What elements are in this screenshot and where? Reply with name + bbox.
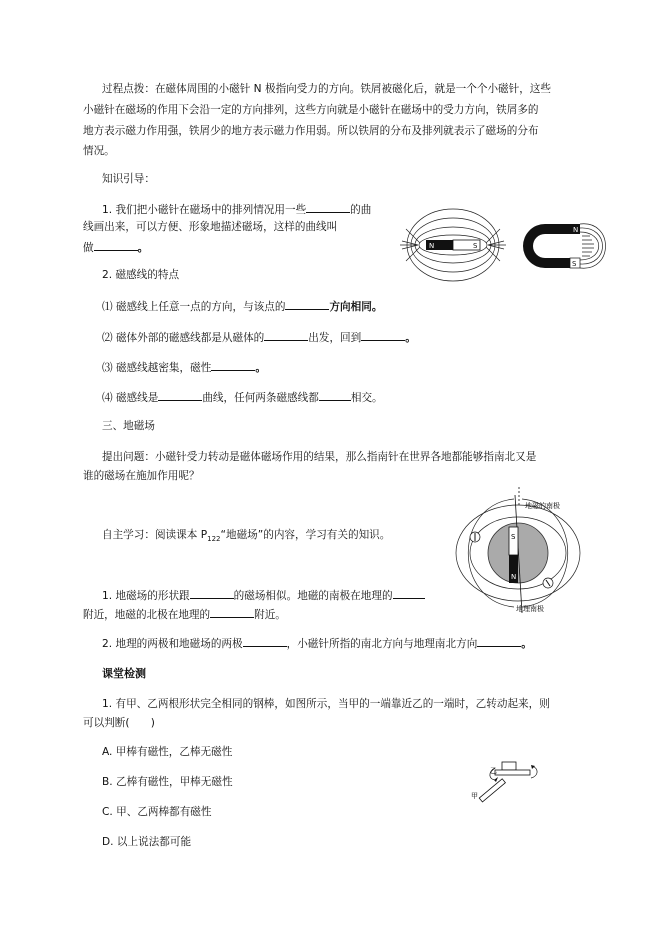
bar-yi (495, 770, 530, 775)
magnet-south-half (509, 527, 518, 555)
text: 附近。 (254, 609, 286, 621)
text: 。 (255, 362, 266, 374)
text: 自主学习：阅读课本 P (102, 529, 208, 541)
text: 出发，回到 (308, 332, 362, 344)
class-test-heading: 课堂检测 (102, 667, 146, 680)
answer-blank[interactable] (306, 201, 350, 213)
horseshoe-n-label: N (573, 226, 579, 234)
question-line-2: 谁的磁场在施加作用呢？ (83, 470, 200, 482)
bar-n-label: N (429, 242, 435, 250)
guide-item2: 2. 磁感线的特点 (102, 269, 180, 281)
text: 曲线，任何两条磁感线都 (202, 392, 319, 404)
self-study (102, 528, 390, 546)
horseshoe-s-label: S (572, 260, 577, 268)
guide-heading: 知识引导： (102, 173, 155, 185)
earth-n-label: N (511, 573, 517, 581)
option-b[interactable]: B. 乙棒有磁性，甲棒无磁性 (102, 776, 233, 788)
intro-line-4: 情况。 (83, 145, 115, 157)
text: 。 (405, 332, 416, 344)
feature-2 (102, 329, 416, 345)
jia-label: 甲 (471, 792, 478, 800)
bar-yi-pivot (502, 762, 516, 770)
guide-item1-line2: 线画出来，可以方便、形象地描述磁场，这样的曲线叫 (83, 221, 338, 233)
answer-blank[interactable] (210, 606, 254, 618)
earth-magnetic-field-diagram (448, 485, 618, 620)
text: 。 (521, 638, 532, 650)
text: 的磁场相似。地磁的南极在地理的 (233, 590, 393, 602)
text: ，小磁针所指的南北方向与地理南北方向 (286, 638, 478, 650)
option-a[interactable]: A. 甲棒有磁性，乙棒无磁性 (102, 746, 233, 758)
horseshoe-magnet-field-diagram (510, 210, 610, 280)
feature-4 (102, 389, 383, 405)
text: ⑴ 磁感线上任意一点的方向，与该点的 (102, 301, 286, 313)
mag-south-pole-label: 地磁的南极 (525, 502, 560, 510)
text: “地磁场”的内容，学习有关的知识。 (220, 529, 391, 541)
geo-item1-line1 (102, 587, 425, 603)
text: 方向相同。 (329, 301, 383, 313)
intro-line-1: 过程点拨：在磁体周围的小磁针 N 极指向受力的方向。铁屑被磁化后，就是一个个小磁针，这些 (102, 83, 551, 95)
earth-s-label: S (511, 533, 516, 541)
answer-blank[interactable] (477, 635, 521, 647)
text: ⑵ 磁体外部的磁感线都是从磁体的 (102, 332, 265, 344)
text: ⑷ 磁感线是 (102, 392, 159, 404)
steel-bars-diagram (465, 752, 555, 812)
text: ⑶ 磁感线越密集，磁性 (102, 362, 212, 374)
bar-jia (479, 779, 505, 802)
intro-line-3: 地方表示磁力作用强，铁屑少的地方表示磁力作用弱。所以铁屑的分布及排列就表示了磁场的分布 (83, 125, 539, 137)
test-q1-line1: 1. 有甲、乙两根形状完全相同的钢棒，如图所示，当甲的一端靠近乙的一端时，乙转动起来，则 (102, 698, 550, 710)
test-q1-line2: 可以判断( ) (83, 717, 155, 729)
answer-blank[interactable] (211, 359, 255, 371)
question-line-1: 提出问题：小磁针受力转动是磁体磁场作用的结果，那么指南针在世界各地都能够指南北又是 (102, 451, 537, 463)
answer-blank[interactable] (158, 389, 202, 401)
intro-line-2: 小磁针在磁场的作用下会沿一定的方向排列，这些方向就是小磁针在磁场中的受力方向，铁屑多的 (83, 104, 539, 116)
text: 2. 地理的两极和地磁场的两极 (102, 638, 243, 650)
section-earth-magnetism-heading: 三、地磁场 (102, 420, 155, 432)
answer-blank[interactable] (285, 298, 329, 310)
page-number: 122 (207, 535, 221, 544)
bar-magnet-field-diagram (398, 205, 508, 285)
answer-blank[interactable] (264, 329, 308, 341)
answer-blank[interactable] (319, 389, 351, 401)
answer-blank[interactable] (94, 239, 138, 251)
answer-blank[interactable] (243, 635, 287, 647)
geo-item1-line2 (83, 606, 286, 622)
text: 相交。 (350, 392, 383, 404)
option-d[interactable]: D. 以上说法都可能 (102, 836, 192, 848)
answer-blank[interactable] (393, 587, 425, 599)
feature-1 (102, 298, 382, 314)
bar-s-label: S (473, 242, 478, 250)
guide-item1-line3 (83, 239, 148, 255)
feature-3 (102, 359, 266, 375)
geo-south-pole-label: 地理南极 (516, 605, 544, 613)
answer-blank[interactable] (361, 329, 405, 341)
text: 附近，地磁的北极在地理的 (83, 609, 211, 621)
text: 1. 地磁场的形状跟 (102, 590, 190, 602)
guide-item1-line1 (102, 201, 371, 217)
answer-blank[interactable] (190, 587, 234, 599)
text: 1. 我们把小磁针在磁场中的排列情况用一些 (102, 204, 307, 216)
text: 做 (83, 242, 94, 254)
text: 的曲 (350, 204, 372, 216)
option-c[interactable]: C. 甲、乙两棒都有磁性 (102, 806, 212, 818)
text: 。 (137, 242, 149, 254)
yi-label: 乙 (490, 767, 497, 775)
geo-item2 (102, 635, 532, 651)
